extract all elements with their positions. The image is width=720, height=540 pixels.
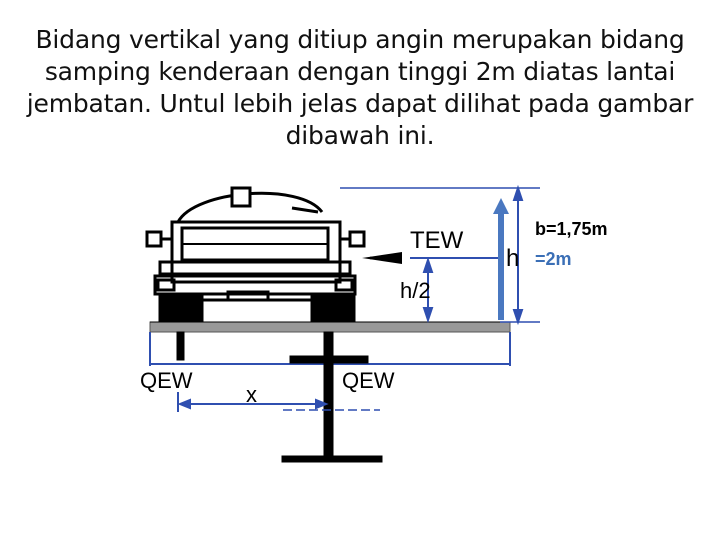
label-x: x <box>246 382 257 407</box>
x-arrowhead-left <box>180 400 190 408</box>
wheel-left <box>160 296 202 320</box>
girder-bottom-flange <box>282 456 382 462</box>
title-line-2: samping kenderaan dengan tinggi 2m diatas lantai <box>44 57 676 86</box>
headlight-right <box>336 280 352 290</box>
annotation-arrowhead <box>493 198 509 214</box>
load-arrow-left-shaft <box>177 332 184 360</box>
h-arrow-bottom <box>514 310 522 322</box>
label-qew-right: QEW <box>342 368 395 393</box>
note-h-value: =2m <box>535 249 572 269</box>
h-half-arrow-top <box>424 260 432 272</box>
title-line-3: jembatan. Untul lebih jelas dapat dilihat pada gambar <box>26 89 694 118</box>
bridge-deck <box>150 322 510 332</box>
h-half-arrow-bottom <box>424 308 432 320</box>
headlight-left <box>158 280 174 290</box>
truck-grille <box>160 262 350 274</box>
i-beam-girder <box>282 332 382 462</box>
title-line-1: Bidang vertikal yang ditiup angin merupakan bidang <box>35 25 685 54</box>
mirror-right <box>350 232 364 246</box>
annotation-arrow-shaft <box>498 212 504 320</box>
label-qew-left: QEW <box>140 368 193 393</box>
h-arrow-top <box>514 188 522 200</box>
label-h: h <box>506 245 520 272</box>
label-h-half: h/2 <box>400 278 431 303</box>
mirror-left <box>147 232 161 246</box>
tank-hatch <box>232 188 250 206</box>
label-tew: TEW <box>410 227 464 254</box>
title-line-4: dibawah ini. <box>285 121 435 150</box>
truck-drawing <box>147 188 364 320</box>
wind-arrowhead <box>362 252 402 264</box>
load-arrow-right-shaft <box>324 332 331 352</box>
axle-housing <box>228 292 268 300</box>
note-b-value: b=1,75m <box>535 219 608 239</box>
tank-pipe <box>292 208 318 212</box>
wheel-right <box>312 296 354 320</box>
